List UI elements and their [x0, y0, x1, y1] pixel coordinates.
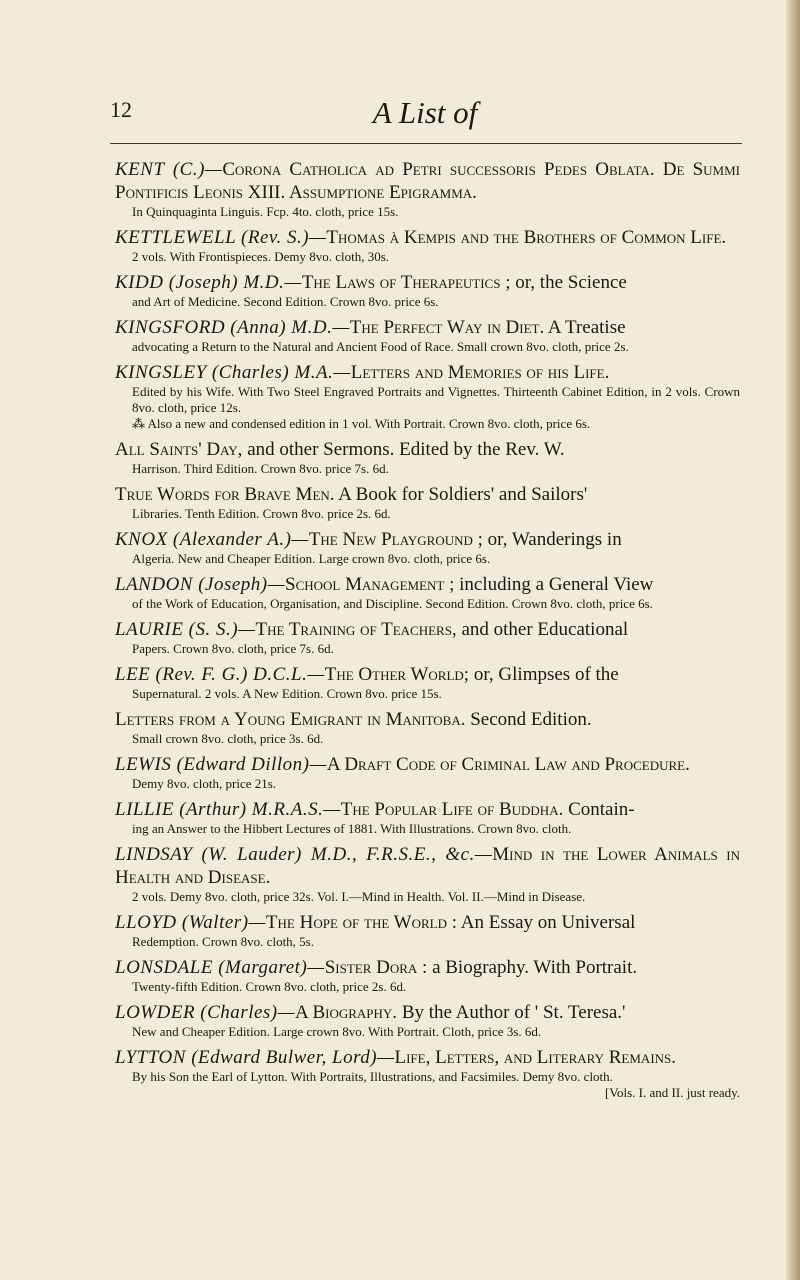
- entry-tail: [Vols. I. and II. just ready.: [604, 1085, 740, 1100]
- catalogue-entry: Letters from a Young Emigrant in Manitoba. Second Edition. Small crown 8vo. cloth, price 3s. 6d.: [115, 709, 592, 746]
- page-header: [110, 95, 740, 139]
- running-title: A List of: [372, 95, 478, 130]
- catalogue-entry: LEE (Rev. F. G.) D.C.L.—The Other World; or, Glimpses of the Supernatural. 2 vols. A New Edition. Crown 8vo. price 15s.: [115, 664, 619, 701]
- catalogue-entry: All Saints' Day, and other Sermons. Edited by the Rev. W. Harrison. Third Edition. Crown 8vo. price 7s. 6d.: [115, 439, 565, 476]
- header-rule: [110, 143, 742, 144]
- catalogue-entry: LOWDER (Charles)—A Biography. By the Author of ' St. Teresa.' New and Cheaper Edition. Large crown 8vo. With Portrait. Cloth, price 3s. 6d.: [115, 1002, 626, 1039]
- catalogue-entry: KETTLEWELL (Rev. S.)—Thomas à Kempis and the Brothers of Common Life. 2 vols. With Frontispieces. Demy 8vo. cloth, 30s.: [115, 227, 727, 264]
- catalogue-entry: LONSDALE (Margaret)—Sister Dora : a Biography. With Portrait. Twenty-fifth Edition. Crown 8vo. cloth, price 2s. 6d.: [115, 957, 638, 994]
- page-number: 12: [110, 97, 132, 122]
- catalogue-entry: LILLIE (Arthur) M.R.A.S.—The Popular Life of Buddha. Contain- ing an Answer to the Hibbert Lectures of 1881. With Illustrations. Crown 8vo. cloth.: [115, 799, 635, 836]
- catalogue-entry: KIDD (Joseph) M.D.—The Laws of Therapeutics ; or, the Science and Art of Medicine. Second Edition. Crown 8vo. price 6s.: [115, 272, 627, 309]
- catalogue-entry: LINDSAY (W. Lauder) M.D., F.R.S.E., &c.—Mind in the Lower Animals in Health and Disease. 2 vols. Demy 8vo. cloth, price 32s. Vol. I.—Mind in Health. Vol. II.—Mind in Disease.: [115, 844, 740, 904]
- catalogue-entry: KINGSLEY (Charles) M.A.—Letters and Memories of his Life. Edited by his Wife. With Two Steel Engraved Portraits and Vignettes. Thirteenth Cabinet Edition, in 2 vols. Crown 8vo. cloth, price 12s. ⁂ Also a new and condensed edition in 1 vol. With Portrait. Crown 8vo. cloth, price 6s.: [115, 362, 740, 431]
- entry-note: ⁂ Also a new and condensed edition in 1 vol. With Portrait. Crown 8vo. cloth, price 6s.: [132, 416, 591, 431]
- catalogue-entry: KNOX (Alexander A.)—The New Playground ; or, Wanderings in Algeria. New and Cheaper Edition. Large crown 8vo. cloth, price 6s.: [115, 529, 622, 566]
- catalogue-entry: KENT (C.)—Corona Catholica ad Petri successoris Pedes Oblata. De Summi Pontificis Leonis XIII. Assumptione Epigramma. In Quinquaginta Linguis. Fcp. 4to. cloth, price 15s.: [115, 159, 740, 219]
- page-edge: [786, 0, 800, 1280]
- catalogue-entry: True Words for Brave Men. A Book for Soldiers' and Sailors' Libraries. Tenth Edition. Crown 8vo. price 2s. 6d.: [115, 484, 588, 521]
- catalogue-entry: KINGSFORD (Anna) M.D.—The Perfect Way in Diet. A Treatise advocating a Return to the Natural and Ancient Food of Race. Small crown 8vo. cloth, price 2s.: [115, 317, 629, 354]
- catalogue-entry: LLOYD (Walter)—The Hope of the World : An Essay on Universal Redemption. Crown 8vo. cloth, 5s.: [115, 912, 636, 949]
- catalogue-entry: LAURIE (S. S.)—The Training of Teachers, and other Educational Papers. Crown 8vo. cloth, price 7s. 6d.: [115, 619, 629, 656]
- catalogue-entry: LEWIS (Edward Dillon)—A Draft Code of Criminal Law and Procedure. Demy 8vo. cloth, price 21s.: [115, 754, 690, 791]
- catalogue-entries: [115, 158, 740, 1107]
- catalogue-entry: LYTTON (Edward Bulwer, Lord)—Life, Letters, and Literary Remains. By his Son the Earl of Lytton. With Portraits, Illustrations, and Facsimiles. Demy 8vo. cloth. [Vols. I. and II. just ready.: [115, 1047, 740, 1100]
- catalogue-entry: LANDON (Joseph)—School Management ; including a General View of the Work of Education, Organisation, and Discipline. Second Edition. Crown 8vo. cloth, price 6s.: [115, 574, 654, 611]
